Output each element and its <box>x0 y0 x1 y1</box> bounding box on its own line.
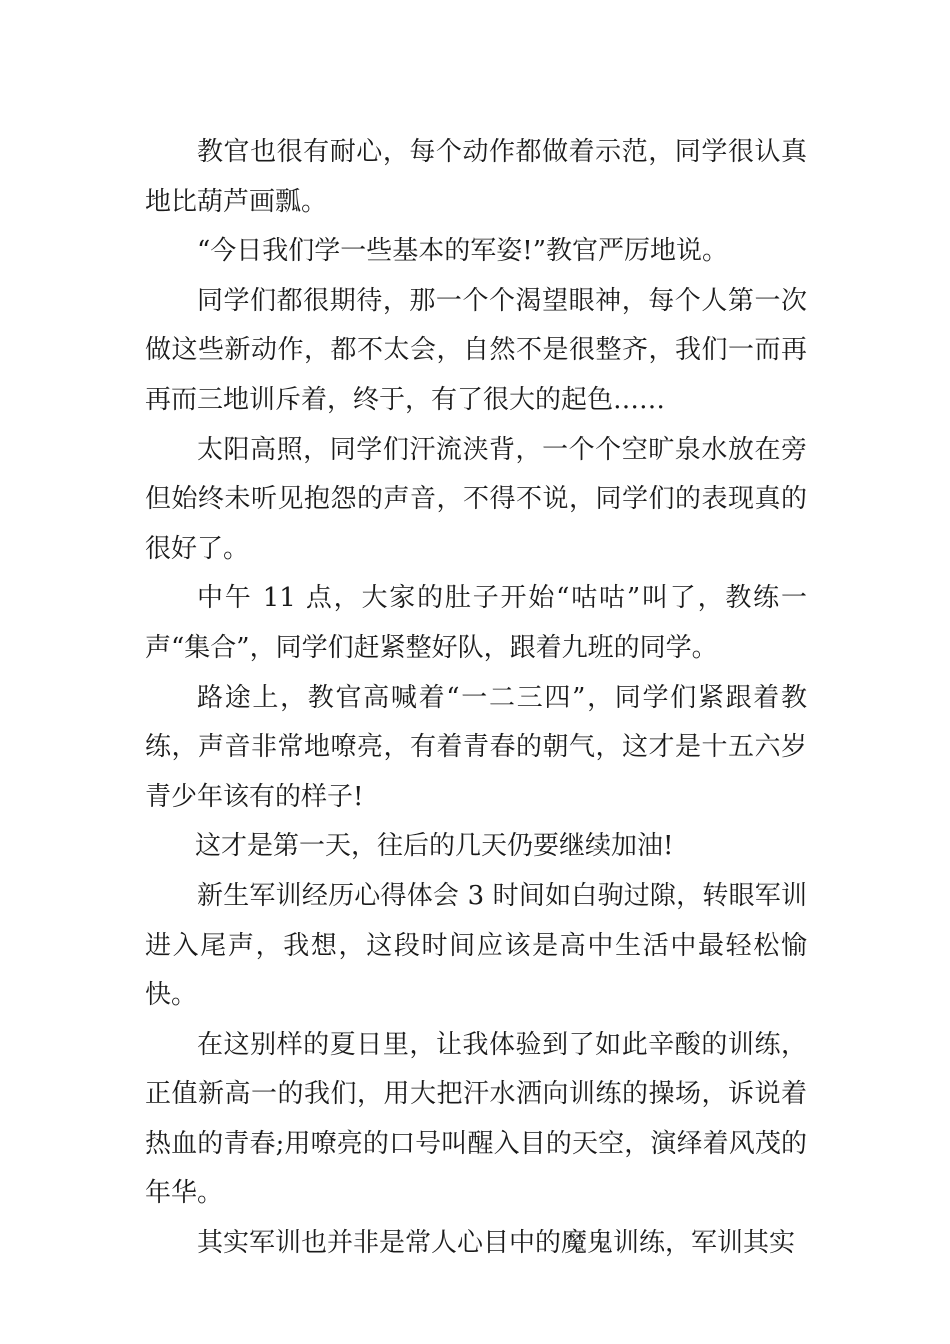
document-body <box>145 128 807 1269</box>
paragraph-5: 中午 11 点，大家的肚子开始“咕咕”叫了，教练一声“集合”，同学们赶紧整好队，跟着九班的同学。 <box>145 583 807 663</box>
paragraph-8: 新生军训经历心得体会 3 时间如白驹过隙，转眼军训进入尾声，我想，这段时间应该是高中生活中最轻松愉快。 <box>145 880 807 1011</box>
paragraph-4: 太阳高照，同学们汗流浃背，一个个空旷泉水放在旁但始终未听见抱怨的声音，不得不说，同学们的表现真的很好了。 <box>145 434 807 564</box>
paragraph-1: 教官也很有耐心，每个动作都做着示范，同学很认真地比葫芦画瓢。 <box>145 137 807 217</box>
paragraph-6: 路途上，教官高喊着“一二三四”，同学们紧跟着教练，声音非常地嘹亮，有着青春的朝气，这才是十五六岁青少年该有的样子! <box>145 682 807 812</box>
paragraph-7: 这才是第一天，往后的几天仍要继续加油! <box>195 831 674 862</box>
paragraph-2: “今日我们学一些基本的军姿!”教官严厉地说。 <box>197 236 729 267</box>
paragraph-3: 同学们都很期待，那一个个渴望眼神，每个人第一次做这些新动作，都不太会，自然不是很整齐，我们一而再再而三地训斥着，终于，有了很大的起色…… <box>145 285 807 415</box>
paragraph-10: 其实军训也并非是常人心目中的魔鬼训练，军训其实 <box>197 1228 796 1259</box>
paragraph-9: 在这别样的夏日里，让我体验到了如此辛酸的训练，正值新高一的我们，用大把汗水洒向训练的操场，诉说着热血的青春;用嘹亮的口号叫醒入目的天空，演绎着风茂的年华。 <box>145 1029 807 1209</box>
